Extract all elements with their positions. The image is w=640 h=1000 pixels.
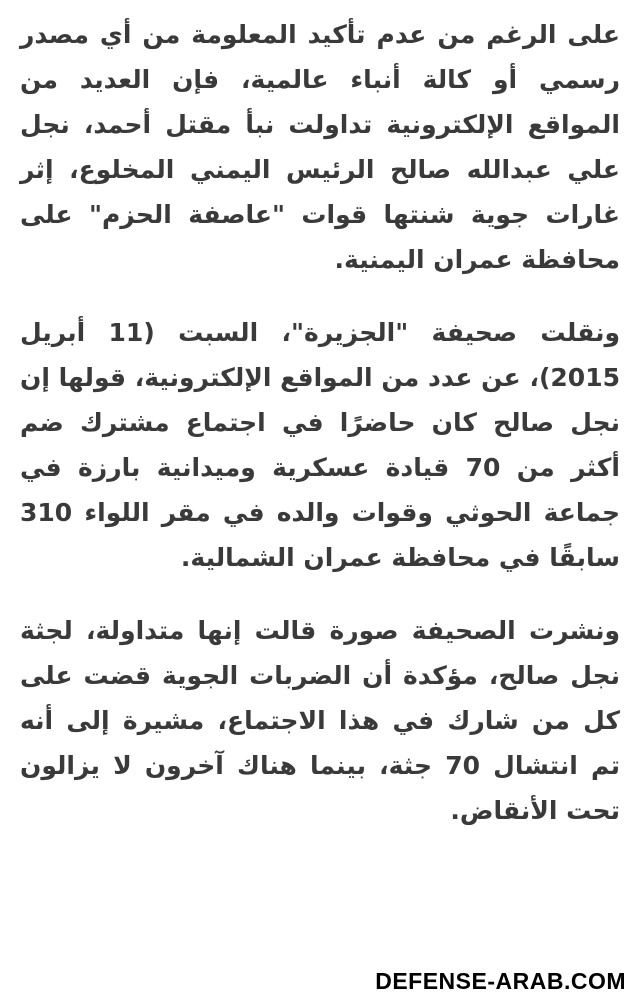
article-paragraph-1: على الرغم من عدم تأكيد المعلومة من أي مصدر رسمي أو كالة أنباء عالمية، فإن العديد من المواقع الإلكترونية تداولت نبأ مقتل أحمد، نجل علي عبدالله صالح الرئيس اليمني المخلوع، إثر غارات جوية شنتها قوات "عاصفة الحزم" على محافظة عمران اليمنية.: [20, 20, 620, 274]
article-paragraph-3: ونشرت الصحيفة صورة قالت إنها متداولة، لجثة نجل صالح، مؤكدة أن الضربات الجوية قضت على كل من شارك في هذا الاجتماع، مشيرة إلى أنه تم انتشال 70 جثة، بينما هناك آخرون لا يزالون تحت الأنقاض.: [20, 616, 620, 825]
article-paragraph-2: ونقلت صحيفة "الجزيرة"، السبت (11 أبريل 2015)، عن عدد من المواقع الإلكترونية، قولها إن نجل صالح كان حاضرًا في اجتماع مشترك ضم أكثر من 70 قيادة عسكرية وميدانية بارزة في جماعة الحوثي وقوات والده في مقر اللواء 310 سابقًا في محافظة عمران الشمالية.: [20, 318, 620, 572]
site-watermark: DEFENSE-ARAB.COM: [367, 966, 634, 996]
article-body: [20, 0, 620, 833]
